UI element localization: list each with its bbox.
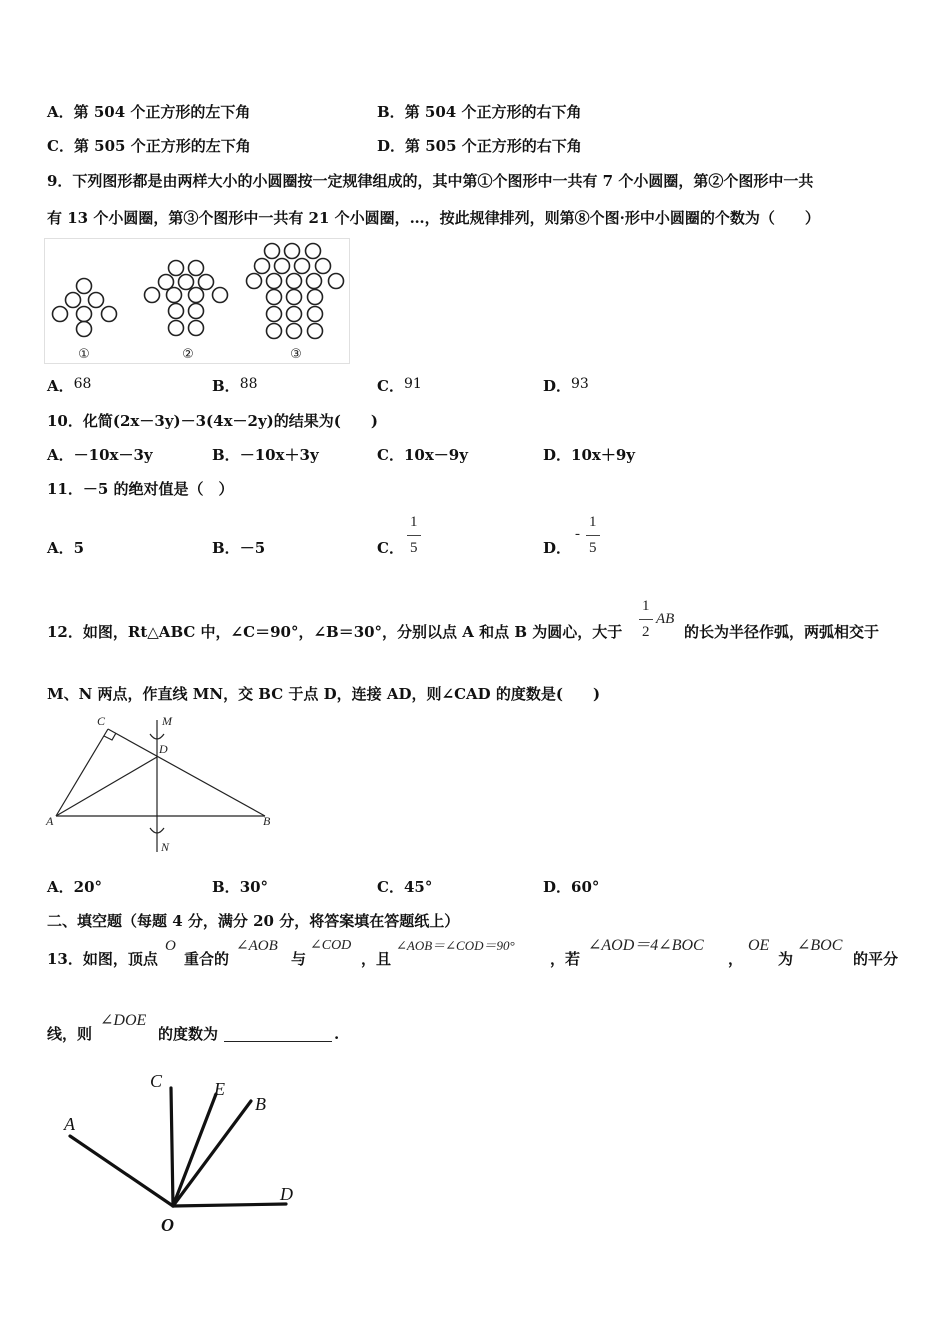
q12-option-a	[47, 877, 102, 897]
q8-option-c-text: 第 505 个正方形的左下角	[73, 137, 251, 155]
q8-option-b-key: B．	[377, 103, 405, 121]
q8-option-c-key: C．	[47, 137, 74, 155]
q12-option-d-text: 60°	[571, 878, 600, 896]
q10-option-c	[377, 445, 468, 465]
side-ac	[56, 729, 108, 816]
q11-option-d-fraction-bar	[586, 535, 600, 536]
q12-option-a-text: 20°	[73, 878, 103, 896]
q12-option-a-key: A．	[47, 878, 74, 896]
q8-option-b-text: 第 504 个正方形的右下角	[404, 103, 582, 121]
q9-option-c-text: 91	[403, 376, 422, 392]
q13-text-1: 13．如图，顶点	[47, 950, 158, 968]
label-e: E	[214, 1079, 225, 1099]
q13-angle-figure	[56, 1066, 306, 1238]
q12-option-b-key: B．	[212, 878, 240, 896]
q9-option-b-key: B．	[212, 377, 240, 395]
q11-option-d-sign: -	[575, 526, 580, 542]
q8-option-a	[47, 102, 250, 122]
q12-option-d-key: D．	[543, 878, 572, 896]
q12-option-d	[543, 877, 599, 897]
q9-option-d-key: D．	[543, 377, 572, 395]
section-2-title: 二、填空题（每题 4 分，满分 20 分，将答案填在答题纸上）	[47, 912, 460, 930]
q11-stem: 11．－5 的绝对值是（ ）	[47, 480, 234, 498]
figure-frame	[45, 239, 350, 364]
q8-option-d	[377, 136, 582, 156]
right-angle-mark	[104, 733, 116, 740]
q10-option-b-key: B．	[212, 446, 240, 464]
q9-option-c	[377, 376, 422, 397]
label-c: C	[150, 1071, 163, 1091]
pattern-1-label: ①	[78, 347, 90, 362]
ray-oa	[70, 1136, 173, 1206]
q11-option-d-key: D．	[543, 539, 572, 557]
q10-option-a-key: A．	[47, 446, 74, 464]
q8-option-a-key: A．	[47, 103, 74, 121]
label-d: D	[280, 1184, 293, 1204]
ray-oc	[171, 1088, 173, 1206]
q12-fraction-bar	[639, 619, 653, 620]
q9-circle-pattern-figure	[44, 238, 350, 364]
q9-option-a	[47, 376, 91, 397]
q9-stem-line1: 9．下列图形都是由两样大小的小圆圈按一定规律组成的，其中第①个图形中一共有 7 个小圆圈，第②个图形中一共	[47, 172, 814, 190]
q12-fraction-variable: AB	[656, 611, 675, 627]
q13-math-oe: OE	[748, 937, 770, 954]
q10-stem: 10．化简(2x－3y)－3(4x－2y)的结果为( )	[47, 412, 378, 430]
label-a: A	[46, 814, 54, 828]
pattern-2-label: ②	[182, 347, 194, 362]
q12-triangle-figure	[44, 712, 276, 856]
q10-option-d	[543, 445, 635, 465]
q13-math-aod-relation: ∠AOD＝4∠BOC	[588, 937, 704, 954]
q12-stem-part-a: 12．如图，Rt△ABC 中，∠C＝90°，∠B＝30°，分别以点 A 和点 B 为圆心，大于	[47, 623, 623, 641]
q11-option-c-fraction-bar	[407, 535, 421, 536]
q13-math-boc: ∠BOC	[797, 937, 843, 954]
q11-option-c-denominator: 5	[410, 540, 418, 556]
q12-fraction-numerator: 1	[642, 598, 650, 614]
q13-text-2: 重合的	[184, 950, 230, 968]
label-a: A	[64, 1114, 75, 1134]
q11-option-d-denominator: 5	[589, 540, 597, 556]
q11-option-a-key: A．	[47, 539, 74, 557]
q10-option-a-text: －10x－3y	[73, 446, 153, 464]
q10-option-d-key: D．	[543, 446, 572, 464]
q8-option-a-text: 第 504 个正方形的左下角	[73, 103, 251, 121]
q13-text-9: 线，则	[47, 1025, 93, 1043]
pattern-1-circles	[53, 279, 117, 337]
ray-oe	[173, 1094, 216, 1206]
q13-text-10: 的度数为	[158, 1025, 219, 1043]
label-c: C	[97, 714, 106, 728]
q12-option-b-text: 30°	[239, 878, 269, 896]
q13-math-equal-angles: ∠AOB＝∠COD＝90°	[396, 938, 515, 953]
q9-option-d-text: 93	[571, 376, 589, 392]
q12-fraction-denominator: 2	[642, 624, 650, 640]
q12-option-c-key: C．	[377, 878, 404, 896]
q13-math-cod: ∠COD	[310, 938, 352, 953]
q13-math-aob: ∠AOB	[236, 938, 278, 954]
pattern-2-circles	[145, 261, 228, 336]
q9-option-b-text: 88	[239, 376, 258, 392]
q12-option-c-text: 45°	[403, 878, 433, 896]
label-m: M	[162, 714, 172, 728]
q8-option-d-key: D．	[377, 137, 406, 155]
q9-option-d	[543, 376, 589, 397]
q12-option-c	[377, 877, 432, 897]
label-n: N	[161, 840, 170, 854]
label-b: B	[255, 1094, 266, 1114]
q13-math-doe: ∠DOE	[100, 1012, 147, 1029]
q13-math-o: O	[165, 938, 176, 954]
q8-option-d-text: 第 505 个正方形的右下角	[405, 137, 582, 155]
pattern-3-circles	[247, 244, 344, 339]
label-b: B	[263, 814, 271, 828]
label-o: O	[161, 1215, 174, 1235]
q9-stem-line2: 有 13 个小圆圈，第③个图形中一共有 21 个小圆圈，…，按此规律排列，则第⑧个图·形中小圆圈的个数为（ ）	[47, 209, 820, 227]
q10-option-b-text: －10x＋3y	[239, 446, 319, 464]
q11-option-b	[212, 538, 265, 558]
q9-option-b	[212, 376, 258, 397]
q12-option-b	[212, 877, 268, 897]
q11-option-b-key: B．	[212, 539, 240, 557]
q13-text-11: .	[334, 1025, 340, 1043]
segment-ad	[56, 757, 157, 816]
q10-option-d-text: 10x＋9y	[571, 446, 635, 464]
q10-option-b	[212, 445, 319, 465]
q9-option-a-text: 68	[73, 376, 92, 392]
pattern-3-label: ③	[290, 347, 302, 362]
q10-option-c-key: C．	[377, 446, 404, 464]
q12-stem-part-b: 的长为半径作弧，两弧相交于	[684, 623, 880, 641]
ray-ob	[173, 1101, 251, 1206]
q10-option-a	[47, 445, 153, 465]
q8-option-c	[47, 136, 251, 156]
q11-option-a-text: 5	[73, 539, 85, 557]
q13-text-8: 的平分	[853, 950, 899, 968]
q10-option-c-text: 10x－9y	[403, 446, 468, 464]
q8-option-b	[377, 102, 581, 122]
q13-text-3: 与	[291, 950, 307, 968]
q13-text-7: 为	[778, 950, 794, 968]
q11-option-b-text: －5	[239, 539, 266, 557]
q11-option-a	[47, 538, 84, 558]
q13-text-4: ，且	[361, 950, 392, 968]
q11-option-c-numerator: 1	[410, 514, 418, 530]
q9-option-c-key: C．	[377, 377, 404, 395]
q13-answer-blank[interactable]	[224, 1041, 332, 1042]
q13-text-6: ，	[728, 950, 744, 968]
label-d: D	[159, 742, 168, 756]
ray-od	[173, 1204, 286, 1206]
q9-option-a-key: A．	[47, 377, 74, 395]
q12-stem-line2: M、N 两点，作直线 MN，交 BC 于点 D，连接 AD，则∠CAD 的度数是( )	[47, 685, 601, 703]
q13-text-5: ，若	[550, 950, 581, 968]
q11-option-c-key: C．	[377, 539, 404, 557]
q11-option-d-numerator: 1	[589, 514, 597, 530]
